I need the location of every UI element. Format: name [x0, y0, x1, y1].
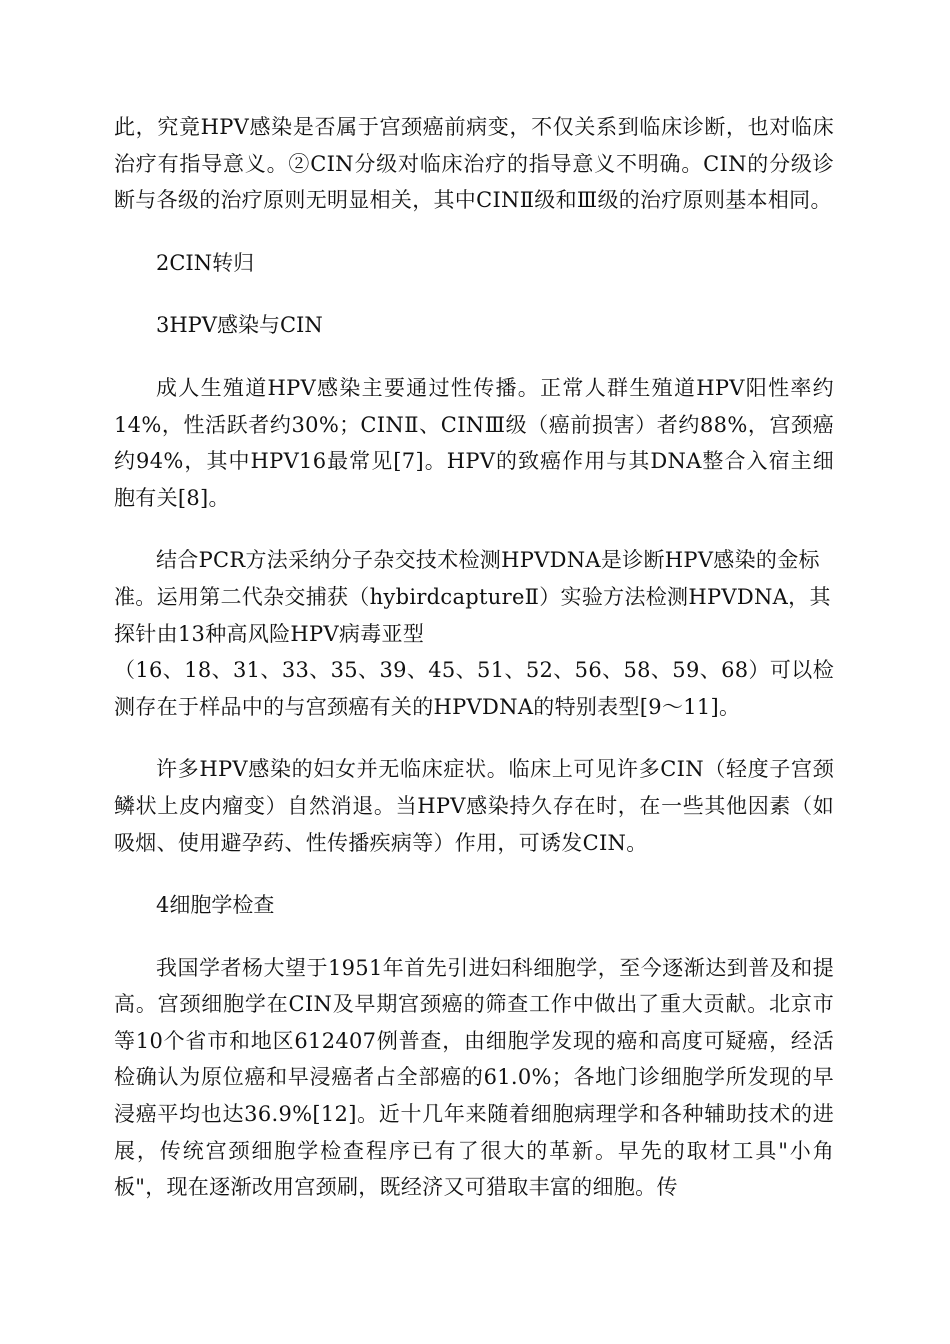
paragraph-pcr-line-2: （16、18、31、33、35、39、45、51、52、56、58、59、68）可以检测存在于样品中的与宫颈癌有关的HPVDNA的特别表型[9～11]。 [114, 658, 834, 719]
paragraph-intro: 此，究竟HPV感染是否属于宫颈癌前病变，不仅关系到临床诊断，也对临床治疗有指导意义。②CIN分级对临床治疗的指导意义不明确。CIN的分级诊断与各级的治疗原则无明显相关，其中CINⅡ级和Ⅲ级的治疗原则基本相同。 [114, 115, 834, 213]
paragraph-asymptomatic: 许多HPV感染的妇女并无临床症状。临床上可见许多CIN（轻度子宫颈鳞状上皮内瘤变）自然消退。当HPV感染持久存在时，在一些其他因素（如吸烟、使用避孕药、性传播疾病等）作用，可诱发CIN。 [114, 757, 834, 855]
heading-hpv-and-cin: 3HPV感染与CIN [156, 313, 323, 338]
paragraph-pcr-detection [114, 542, 834, 725]
document-page [114, 109, 834, 1206]
paragraph-hpv-transmission: 成人生殖道HPV感染主要通过性传播。正常人群生殖道HPV阳性率约14%，性活跃者约30%；CINⅡ、CINⅢ级（癌前损害）者约88%，宫颈癌约94%，其中HPV16最常见[7]。HPV的致癌作用与其DNA整合入宿主细胞有关[8]。 [114, 375, 834, 510]
paragraph-pcr-line-1: 结合PCR方法采纳分子杂交技术检测HPVDNA是诊断HPV感染的金标准。运用第二代杂交捕获（hybirdcaptureⅡ）实验方法检测HPVDNA，其探针由13种高风险HPV病毒亚型 [114, 548, 831, 646]
heading-cytology: 4细胞学检查 [156, 893, 275, 918]
paragraph-cytology: 我国学者杨大望于1951年首先引进妇科细胞学，至今逐渐达到普及和提高。宫颈细胞学在CIN及早期宫颈癌的筛查工作中做出了重大贡献。北京市等10个省市和地区612407例普查，由细胞学发现的癌和高度可疑癌，经活检确认为原位癌和早浸癌者占全部癌的61.0%；各地门诊细胞学所发现的早浸癌平均也达36.9%[12]。近十几年来随着细胞病理学和各种辅助技术的进展，传统宫颈细胞学检查程序已有了很大的革新。早先的取材工具"小角板"，现在逐渐改用宫颈刷，既经济又可猎取丰富的细胞。传 [114, 955, 834, 1200]
heading-cin-outcome: 2CIN转归 [156, 250, 255, 275]
